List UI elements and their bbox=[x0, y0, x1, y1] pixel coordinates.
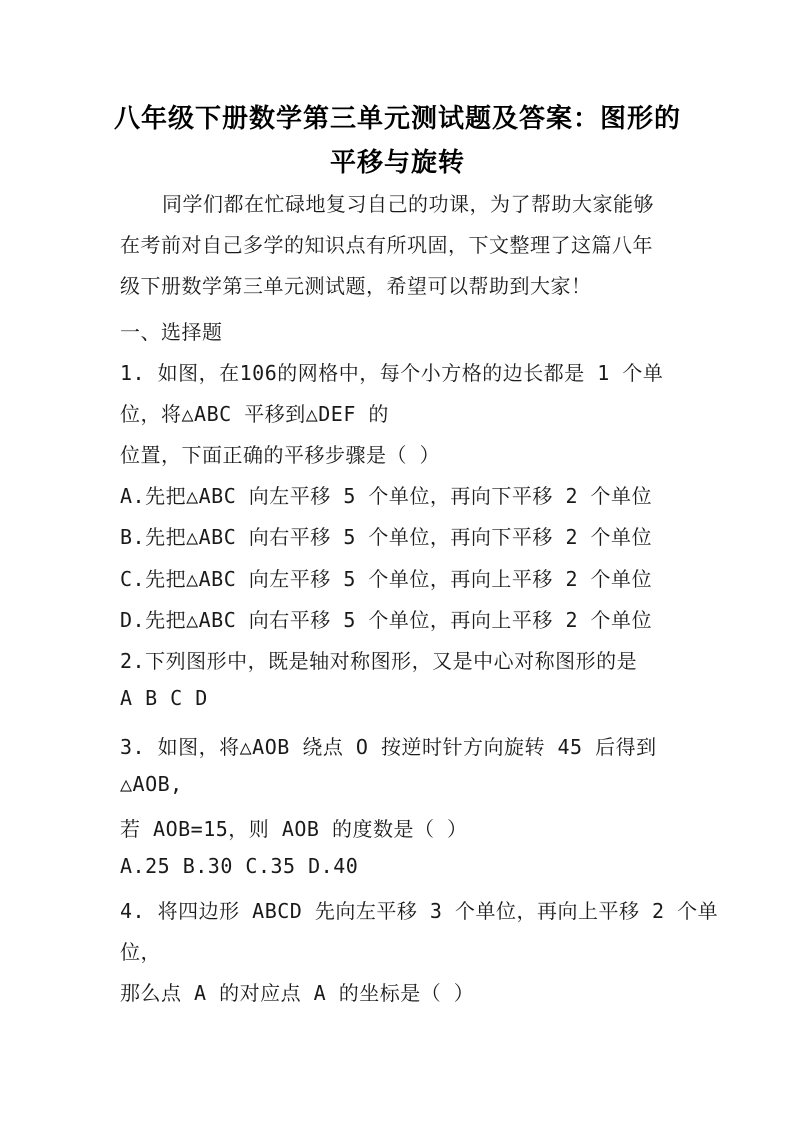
question-4-line-3: 那么点 A 的对应点 A 的坐标是（ ） bbox=[120, 981, 475, 1005]
section-heading: 一、选择题 bbox=[120, 320, 223, 344]
question-4-line-2: 位， bbox=[120, 940, 161, 964]
question-2-options: A B C D bbox=[120, 686, 208, 710]
question-1-option-d: D.先把△ABC 向右平移 5 个单位，再向上平移 2 个单位 bbox=[120, 608, 653, 632]
document-title-line-1: 八年级下册数学第三单元测试题及答案：图形的 bbox=[113, 104, 681, 134]
document-title-line-2: 平移与旋转 bbox=[329, 148, 465, 178]
intro-line-1: 同学们都在忙碌地复习自己的功课，为了帮助大家能够 bbox=[162, 192, 654, 216]
question-3-line-3: 若 AOB=15，则 AOB 的度数是（ ） bbox=[120, 817, 468, 841]
question-1-line-3: 位置，下面正确的平移步骤是（ ） bbox=[120, 443, 441, 467]
intro-line-2: 在考前对自己多学的知识点有所巩固，下文整理了这篇八年 bbox=[120, 233, 653, 257]
question-1-line-1: 1. 如图，在106的网格中，每个小方格的边长都是 1 个单 bbox=[120, 361, 664, 385]
intro-line-3: 级下册数学第三单元测试题，希望可以帮助到大家！ bbox=[120, 274, 592, 298]
question-3-options: A.25 B.30 C.35 D.40 bbox=[120, 854, 359, 878]
question-3-line-1: 3. 如图，将△AOB 绕点 O 按逆时针方向旋转 45 后得到 bbox=[120, 735, 657, 759]
question-1-option-b: B.先把△ABC 向右平移 5 个单位，再向下平移 2 个单位 bbox=[120, 525, 653, 549]
question-1-option-c: C.先把△ABC 向左平移 5 个单位，再向上平移 2 个单位 bbox=[120, 567, 653, 591]
question-3-line-2: △AOB, bbox=[120, 772, 183, 796]
question-1-option-a: A.先把△ABC 向左平移 5 个单位，再向下平移 2 个单位 bbox=[120, 484, 653, 508]
question-2-line: 2.下列图形中，既是轴对称图形，又是中心对称图形的是 bbox=[120, 649, 638, 673]
question-4-line-1: 4. 将四边形 ABCD 先向左平移 3 个单位，再向上平移 2 个单 bbox=[120, 899, 719, 923]
question-1-line-2: 位，将△ABC 平移到△DEF 的 bbox=[120, 402, 389, 426]
